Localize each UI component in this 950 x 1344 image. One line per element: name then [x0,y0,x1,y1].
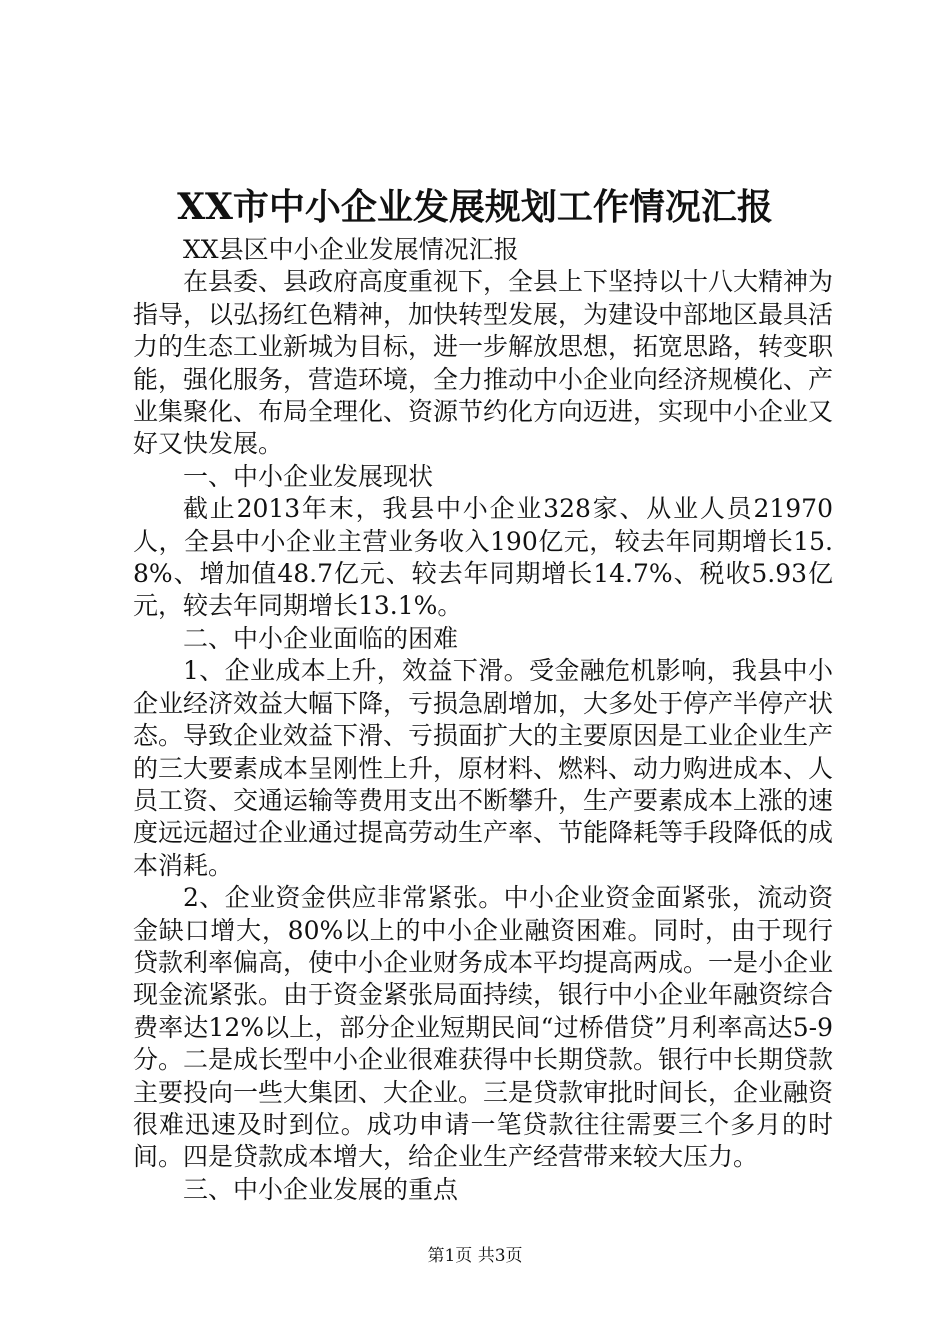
page-footer: 第1页 共3页 [427,1246,523,1266]
paragraph-status: 截止2013年末，我县中小企业328家、从业人员21970人，全县中小企业主营业务收入190亿元，较去年同期增长15.8%、增加值48.7亿元、较去年同期增长14.7%、税收5.93亿元，较去年同期增长13.1%。 [133,494,833,621]
paragraph-difficulty-2: 2、企业资金供应非常紧张。中小企业资金面紧张，流动资金缺口增大，80%以上的中小企业融资困难。同时，由于现行贷款利率偏高，使中小企业财务成本平均提高两成。一是小企业现金流紧张。由于资金紧张局面持续，银行中小企业年融资综合费率达12%以上，部分企业短期民间“过桥借贷”月利率高达5-9分。二是成长型中小企业很难获得中长期贷款。银行中长期贷款主要投向一些大集团、大企业。三是贷款审批时间长，企业融资很难迅速及时到位。成功申请一笔贷款往往需要三个多月的时间。四是贷款成本增大，给企业生产经营带来较大压力。 [133,883,834,1172]
paragraph-difficulty-1: 1、企业成本上升，效益下滑。受金融危机影响，我县中小企业经济效益大幅下降，亏损急剧增加，大多处于停产半停产状态。导致企业效益下滑、亏损面扩大的主要原因是工业企业生产的三大要素成本呈刚性上升，原材料、燃料、动力购进成本、人员工资、交通运输等费用支出不断攀升，生产要素成本上涨的速度远远超过企业通过提高劳动生产率、节能降耗等手段降低的成本消耗。 [133,656,834,880]
section-heading-status: 一、中小企业发展现状 [183,461,434,491]
document-body [133,234,833,1206]
section-heading-priorities: 三、中小企业发展的重点 [183,1174,459,1204]
paragraph-intro: 在县委、县政府高度重视下，全县上下坚持以十八大精神为指导，以弘扬红色精神，加快转型发展，为建设中部地区最具活力的生态工业新城为目标，进一步解放思想，拓宽思路，转变职能，强化服务，营造环境，全力推动中小企业向经济规模化、产业集聚化、布局全理化、资源节约化方向迈进，实现中小企业又好又快发展。 [133,267,834,459]
section-heading-difficulties: 二、中小企业面临的困难 [183,623,459,653]
paragraph-subtitle: XX县区中小企业发展情况汇报 [183,235,519,264]
document-title: XX市中小企业发展规划工作情况汇报 [177,186,773,228]
